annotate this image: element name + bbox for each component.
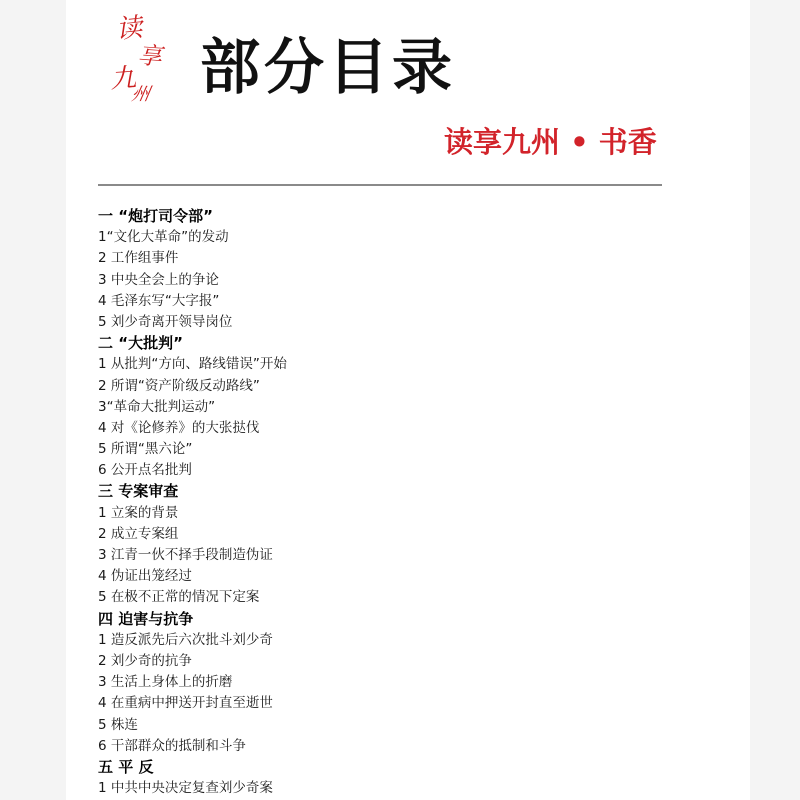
toc-section-heading: 四 迫害与抗争 [98,609,194,628]
toc-item: 6 公开点名批判 [98,462,192,479]
toc-item: 5 株连 [98,716,138,733]
toc-section-heading: 三 专案审查 [98,482,179,501]
toc-section-heading: 二 “大批判” [98,334,183,353]
toc-item: 3 生活上身体上的折磨 [98,674,233,691]
toc-item: 2 工作组事件 [98,250,179,267]
toc-item: 2 刘少奇的抗争 [98,652,192,669]
toc-item: 5 刘少奇离开领导岗位 [98,313,233,330]
logo [109,6,186,105]
logo-char-4: 州 [129,84,153,105]
page-title: 部分目录 [200,33,456,103]
toc-item: 4 伪证出笼经过 [98,568,192,585]
toc-item: 5 在极不正常的情况下定案 [98,589,260,606]
toc-section-heading: 五 平 反 [98,757,154,776]
toc-item: 4 对《论修养》的大张挞伐 [98,419,260,436]
table-of-contents [98,206,698,799]
toc-item: 3 江青一伙不择手段制造伪证 [98,547,273,563]
toc-item: 2 所谓“资产阶级反动路线” [98,377,260,394]
brand-tagline: 读享九州 • 书香 [444,125,657,159]
divider [98,184,662,186]
toc-item: 1 中共中央决定复查刘少奇案 [98,780,273,797]
toc-item: 1“文化大革命”的发动 [98,229,229,246]
logo-char-2: 享 [136,41,163,71]
logo-char-3: 九 [109,63,138,95]
toc-item: 2 成立专案组 [98,525,179,542]
toc-item: 3 中央全会上的争论 [98,271,219,288]
toc-section-heading: 一 “炮打司令部” [98,207,213,225]
toc-item: 1 造反派先后六次批斗刘少奇 [98,631,273,648]
toc-item: 1 立案的背景 [98,504,179,521]
toc-item: 1 从批判“方向、路线错误”开始 [98,356,287,373]
toc-item: 5 所谓“黑六论” [98,441,193,458]
logo-char-1: 读 [114,12,144,46]
toc-item: 3“革命大批判运动” [98,398,216,415]
toc-item: 6 干部群众的抵制和斗争 [98,737,246,754]
toc-item: 4 毛泽东写“大字报” [98,292,220,309]
toc-item: 4 在重病中押送开封直至逝世 [98,695,273,712]
